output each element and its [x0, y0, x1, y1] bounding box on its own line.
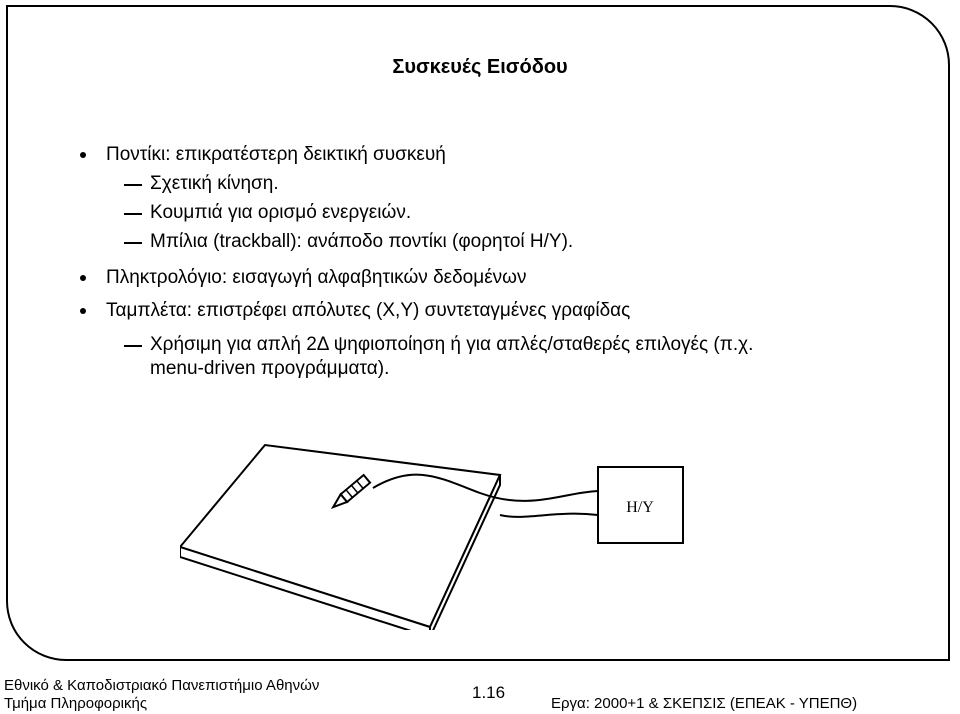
list-subitem: Χρήσιμη για απλή 2Δ ψηφιοποίηση ή για απλές/σταθερές επιλογές (π.χ. — [150, 334, 754, 355]
dash-icon — [124, 242, 142, 244]
footer-university: Εθνικό & Καποδιστριακό Πανεπιστήμιο Αθηνών — [4, 677, 320, 694]
tablet-cable-lower — [500, 514, 598, 517]
list-subitem: Κουμπιά για ορισμό ενεργειών. — [150, 202, 412, 223]
list-subitem: Σχετική κίνηση. — [150, 173, 279, 194]
bullet-icon — [80, 275, 86, 281]
slide-title: Συσκευές Εισόδου — [392, 56, 568, 78]
footer-project: Εργα: 2000+1 & ΣΚΕΠΣΙΣ (ΕΠΕΑΚ - ΥΠΕΠΘ) — [551, 695, 858, 712]
bullet-icon — [80, 152, 86, 158]
tablet-illustration — [180, 415, 765, 630]
footer-department: Τμήμα Πληροφορικής — [4, 695, 148, 712]
list-item: Πληκτρολόγιο: εισαγωγή αλφαβητικών δεδομένων — [106, 267, 527, 288]
computer-label: H/Y — [626, 499, 654, 516]
list-subitem-continuation: menu-driven προγράμματα). — [150, 358, 390, 379]
dash-icon — [124, 213, 142, 215]
dash-icon — [124, 345, 142, 347]
page-number: 1.16 — [472, 683, 506, 702]
list-item: Ποντίκι: επικρατέστερη δεικτική συσκευή — [106, 144, 446, 165]
list-item: Ταμπλέτα: επιστρέφει απόλυτες (Χ,Υ) συντεταγμένες γραφίδας — [106, 300, 631, 321]
bullet-icon — [80, 308, 86, 314]
dash-icon — [124, 184, 142, 186]
list-subitem: Μπίλια (trackball): ανάποδο ποντίκι (φορητοί Η/Υ). — [150, 231, 574, 252]
